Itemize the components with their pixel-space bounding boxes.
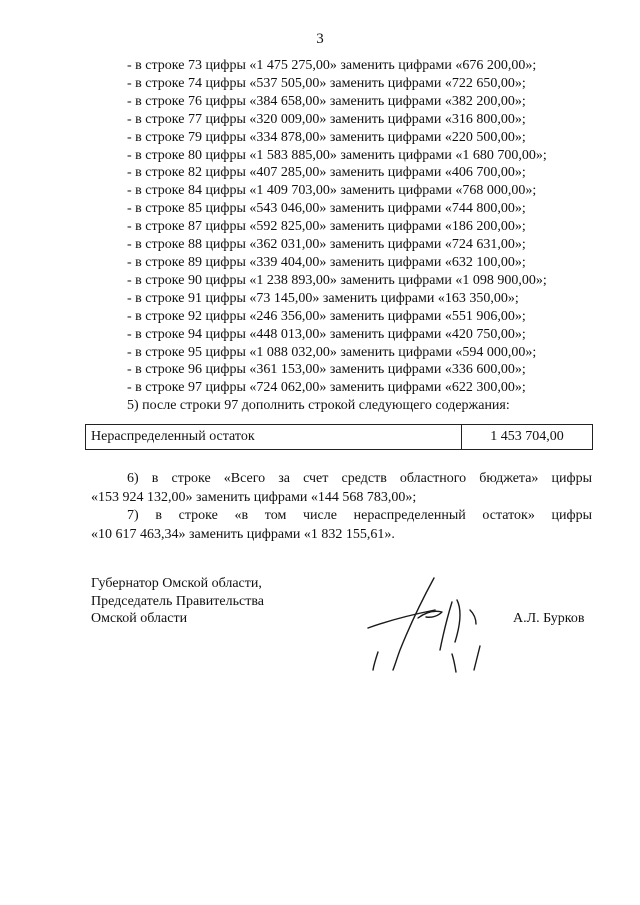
amendment-item: - в строке 84 цифры «1 409 703,00» заменить цифрами «768 000,00»; [127, 183, 537, 199]
amendment-item: - в строке 77 цифры «320 009,00» заменить цифрами «316 800,00»; [127, 111, 526, 127]
page-number: 3 [316, 31, 324, 47]
paragraph-7 [91, 506, 592, 544]
amendment-item: - в строке 74 цифры «537 505,00» заменить цифрами «722 650,00»; [127, 75, 526, 91]
inserted-row-name: Нераспределенный остаток [86, 425, 462, 449]
amendment-item: - в строке 76 цифры «384 658,00» заменить цифрами «382 200,00»; [127, 93, 526, 109]
handwritten-signature [360, 570, 510, 680]
inserted-row-table [85, 424, 593, 450]
amendment-item: - в строке 94 цифры «448 013,00» заменить цифрами «420 750,00»; [127, 326, 526, 342]
paragraph-6-line-1: 6) в строке «Всего за счет средств областного бюджета» цифры [127, 471, 592, 486]
signatory-title-line: Омской области [91, 611, 188, 626]
amendment-item: - в строке 95 цифры «1 088 032,00» заменить цифрами «594 000,00»; [127, 344, 537, 360]
amendment-item: - в строке 80 цифры «1 583 885,00» заменить цифрами «1 680 700,00»; [127, 147, 547, 163]
amendment-item: - в строке 89 цифры «339 404,00» заменить цифрами «632 100,00»; [127, 254, 526, 270]
amendment-item: - в строке 85 цифры «543 046,00» заменить цифрами «744 800,00»; [127, 201, 526, 217]
amendment-item: - в строке 91 цифры «73 145,00» заменить цифрами «163 350,00»; [127, 290, 519, 306]
amendment-item: - в строке 79 цифры «334 878,00» заменить цифрами «220 500,00»; [127, 129, 526, 145]
amendment-item: - в строке 97 цифры «724 062,00» заменить цифрами «622 300,00»; [127, 380, 526, 396]
paragraph-6 [91, 469, 592, 507]
amendment-item: - в строке 96 цифры «361 153,00» заменить цифрами «336 600,00»; [127, 362, 526, 378]
signatory-title-line: Председатель Правительства [91, 593, 264, 609]
amendment-item: - в строке 73 цифры «1 475 275,00» заменить цифрами «676 200,00»; [127, 58, 537, 73]
signatory-title [91, 575, 264, 628]
amendment-item: - в строке 82 цифры «407 285,00» заменить цифрами «406 700,00»; [127, 165, 526, 181]
paragraph-7-line-2: «10 617 463,34» заменить цифрами «1 832 155,61». [91, 527, 395, 542]
signatory-title-line: Губернатор Омской области, [91, 576, 262, 591]
paragraph-7-line-1: 7) в строке «в том числе нераспределенный остаток» цифры [127, 508, 592, 523]
inserted-row-value: 1 453 704,00 [490, 429, 564, 444]
amendment-item: - в строке 87 цифры «592 825,00» заменить цифрами «186 200,00»; [127, 219, 526, 235]
amendment-item-5: 5) после строки 97 дополнить строкой следующего содержания: [127, 398, 510, 414]
amendment-item: - в строке 88 цифры «362 031,00» заменить цифрами «724 631,00»; [127, 237, 526, 253]
paragraph-6-line-2: «153 924 132,00» заменить цифрами «144 568 783,00»; [91, 490, 417, 505]
amendment-item: - в строке 92 цифры «246 356,00» заменить цифрами «551 906,00»; [127, 308, 526, 324]
signatory-name: А.Л. Бурков [513, 611, 585, 626]
amendment-item: - в строке 90 цифры «1 238 893,00» заменить цифрами «1 098 900,00»; [127, 272, 547, 288]
amendment-list [127, 57, 547, 415]
